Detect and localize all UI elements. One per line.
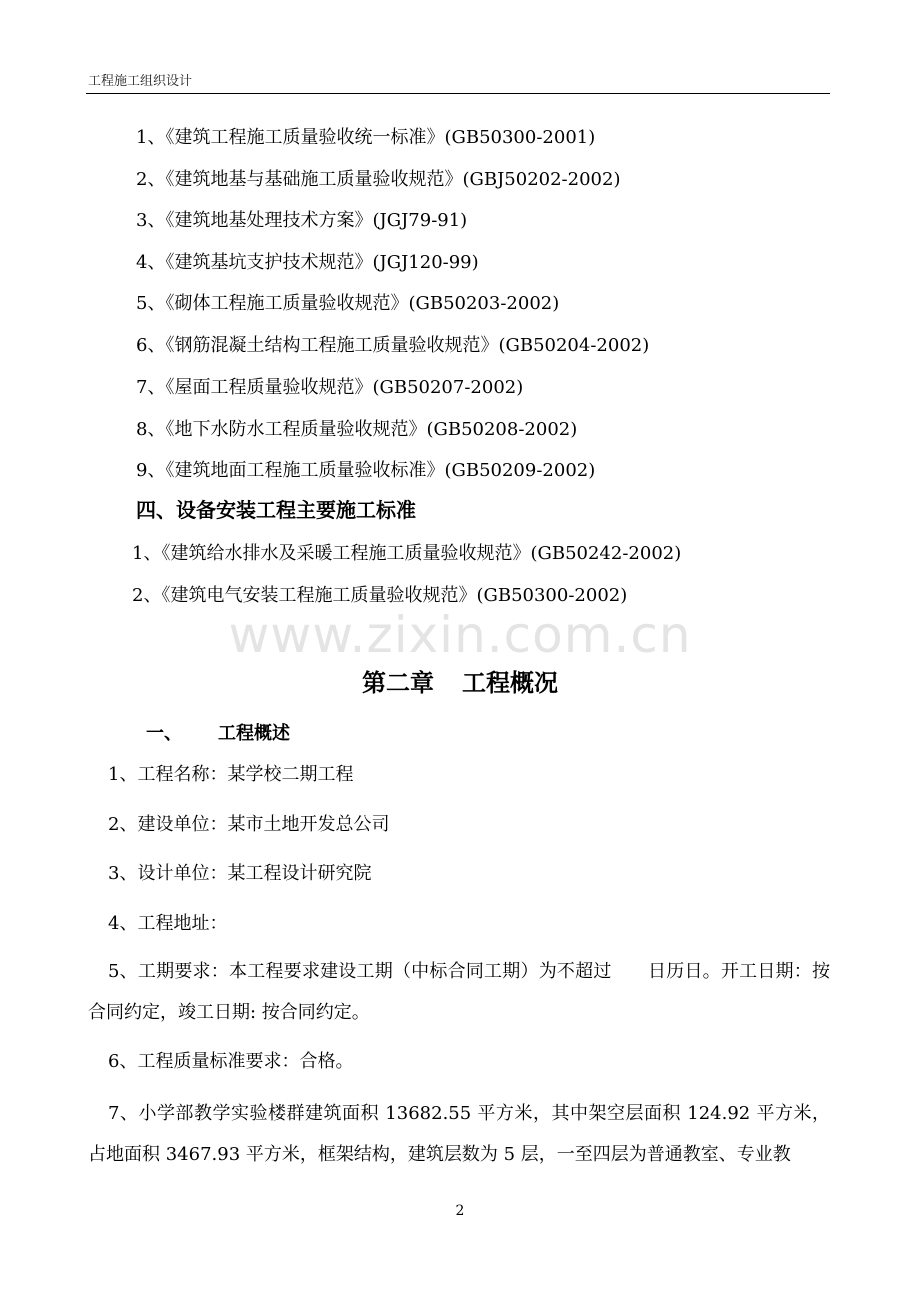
standard-item-2: 2、《建筑地基与基础施工质量验收规范》(GBJ50202-2002) [136,169,621,190]
overview-item-3: 3、设计单位：某工程设计研究院 [108,863,372,884]
equipment-standard-2: 2、《建筑电气安装工程施工质量验收规范》(GB50300-2002) [132,585,628,606]
standard-item-4: 4、《建筑基坑支护技术规范》(JGJ120-99) [136,252,479,273]
overview-item-7: 7、小学部教学实验楼群建筑面积 13682.55 平方米，其中架空层面积 124.92 平方米，占地面积 3467.93 平方米，框架结构，建筑层数为 5 层，一至四层为普通教室、专业教 [88,1103,830,1165]
standard-item-8: 8、《地下水防水工程质量验收规范》(GB50208-2002) [136,419,578,440]
section-number: 一、 [146,723,182,744]
running-header: 工程施工组织设计 [88,74,193,89]
overview-item-5: 5、工期要求：本工程要求建设工期（中标合同工期）为不超过 日历日。开工日期：按合同约定，竣工日期: 按合同约定。 [88,961,830,1023]
chapter-number: 第二章 [362,669,434,697]
section-heading-overview [146,719,290,745]
standard-item-9: 9、《建筑地面工程施工质量验收标准》(GB50209-2002) [136,460,596,481]
chapter-name: 工程概况 [462,669,558,697]
equipment-standard-1: 1、《建筑给水排水及采暖工程施工质量验收规范》(GB50242-2002) [132,543,682,564]
overview-item-2: 2、建设单位：某市土地开发总公司 [108,814,390,835]
overview-item-6: 6、工程质量标准要求：合格。 [108,1051,354,1072]
watermark: www.zixin.com.cn [228,606,692,664]
standard-item-7: 7、《屋面工程质量验收规范》(GB50207-2002) [136,377,524,398]
page-number: 2 [455,1203,465,1219]
chapter-title [0,663,920,698]
standard-item-5: 5、《砌体工程施工质量验收规范》(GB50203-2002) [136,293,560,314]
overview-item-4: 4、工程地址： [108,913,228,934]
standard-item-3: 3、《建筑地基处理技术方案》(JGJ79-91) [136,210,468,231]
standard-item-6: 6、《钢筋混凝土结构工程施工质量验收规范》(GB50204-2002) [136,335,650,356]
section-heading-equipment: 四、设备安装工程主要施工标准 [136,498,416,522]
overview-item-1: 1、工程名称：某学校二期工程 [108,764,354,785]
section-title: 工程概述 [218,723,290,744]
standard-item-1: 1、《建筑工程施工质量验收统一标准》(GB50300-2001) [136,127,596,148]
header-divider [86,93,830,94]
